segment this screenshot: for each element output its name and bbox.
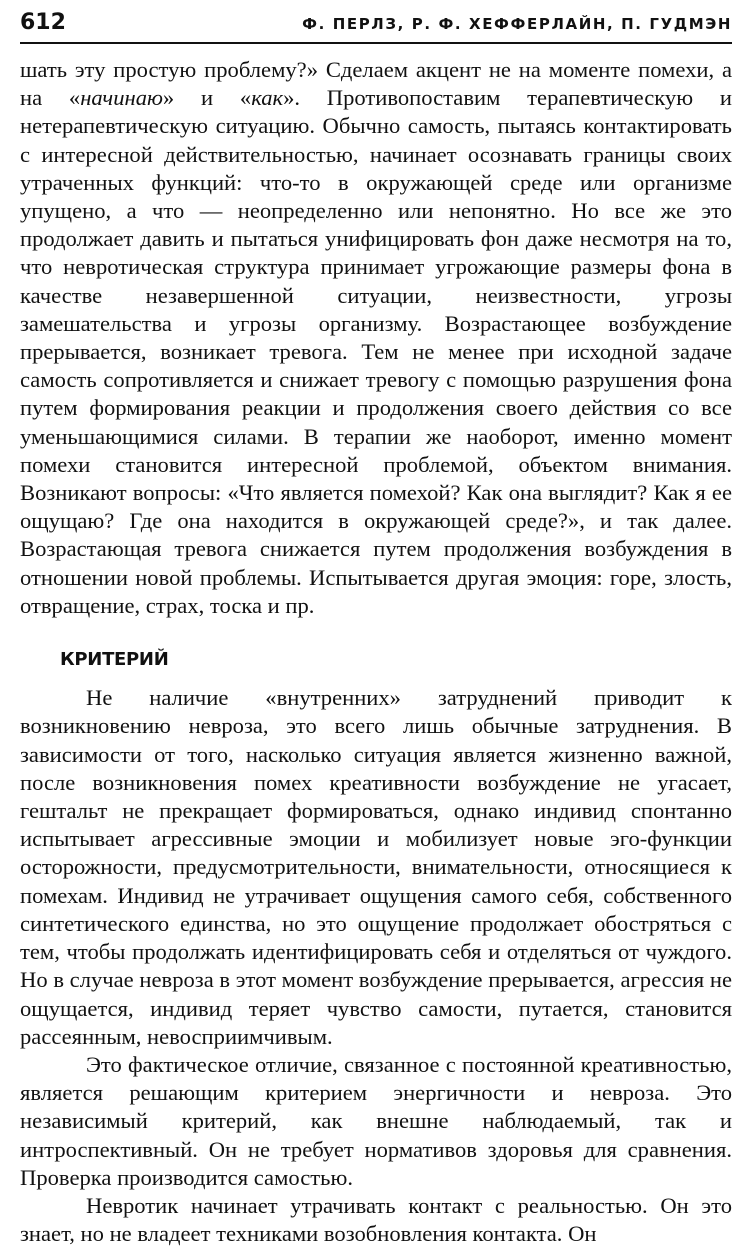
page-number: 612 bbox=[20, 10, 66, 35]
section-heading: КРИТЕРИЙ bbox=[60, 649, 169, 671]
paragraph: Это фактическое отличие, связанное с постоянной креативностью, является решающим критерием энергичности и невроза. Это независимый критерий, как внешне наблюдаемый, так и интроспективный. Он не требует нормативов здоровья для сравнения. Проверка производится самостью. bbox=[20, 1051, 732, 1190]
paragraph-text: шать эту простую проблему?» Сделаем акцент не на моменте помехи, а на « bbox=[20, 57, 732, 111]
paragraph-text: ». Противопоставим терапевтическую и нетерапевтическую ситуацию. Обычно самость, пытаясь контактировать с интересной действительностью, начинает осознавать границы своих утраченных функций: что-то в окружающей среде или организме упущено, а что — неопределенно или непонятно. Но все же это продолжает давить и пытаться унифицировать фон даже несмотря на то, что невротическая структура принимает угрожающие размеры фона в качестве незавершенной ситуации, неизвестности, угрозы замешательства и угрозы организму. Возрастающее возбуждение прерывается, возникает тревога. Тем не менее при исходной задаче самость сопротивляется и снижает тревогу с помощью разрушения фона путем формирования реакции и продолжения своего действия со все уменьшающимися силами. В терапии же наоборот, именно момент помехи становится интересной проблемой, объектом внимания. Возникают вопросы: «Что является помехой? Как она выглядит? Как я ее ощущаю? Где она находится в окружающей среде?», и так далее. Возрастающая тревога снижается путем продолжения возбуждения в отношении новой проблемы. Испытывается другая эмоция: горе, злость, отвращение, страх, тоска и пр. bbox=[20, 85, 732, 618]
paragraph-text: » и « bbox=[162, 85, 252, 111]
book-page bbox=[20, 10, 732, 1248]
body-text bbox=[20, 56, 732, 1248]
running-head bbox=[20, 10, 732, 44]
paragraph: Не наличие «внутренних» затруднений приводит к возникновению невроза, это всего лишь обычные затруднения. В зависимости от того, насколько ситуация является жизненно важной, после возникновения помех креативности возбуждение не угасает, гештальт не прекращает формироваться, однако индивид спонтанно испытывает агрессивные эмоции и мобилизует новые эго-функции осторожности, предусмотрительности, внимательности, относящиеся к помехам. Индивид не утрачивает ощущения самого себя, собственного синтетического единства, но это ощущение продолжает обостряться с тем, чтобы продолжать идентифицировать себя и отделяться от чуждого. Но в случае невроза в этот момент возбуждение прерывается, агрессия не ощущается, индивид теряет чувство самости, путается, становится рассеянным, невосприимчивым. bbox=[20, 685, 732, 1049]
paragraph: Невротик начинает утрачивать контакт с реальностью. Он это знает, но не владеет техниками возобновления контакта. Он bbox=[20, 1192, 732, 1247]
italic-term: как bbox=[251, 85, 284, 111]
paragraph-continued bbox=[20, 56, 732, 620]
italic-term: начинаю bbox=[80, 85, 163, 111]
running-head-authors: Ф. ПЕРЛЗ, Р. Ф. ХЕФФЕРЛАЙН, П. ГУДМЭН bbox=[302, 15, 732, 33]
